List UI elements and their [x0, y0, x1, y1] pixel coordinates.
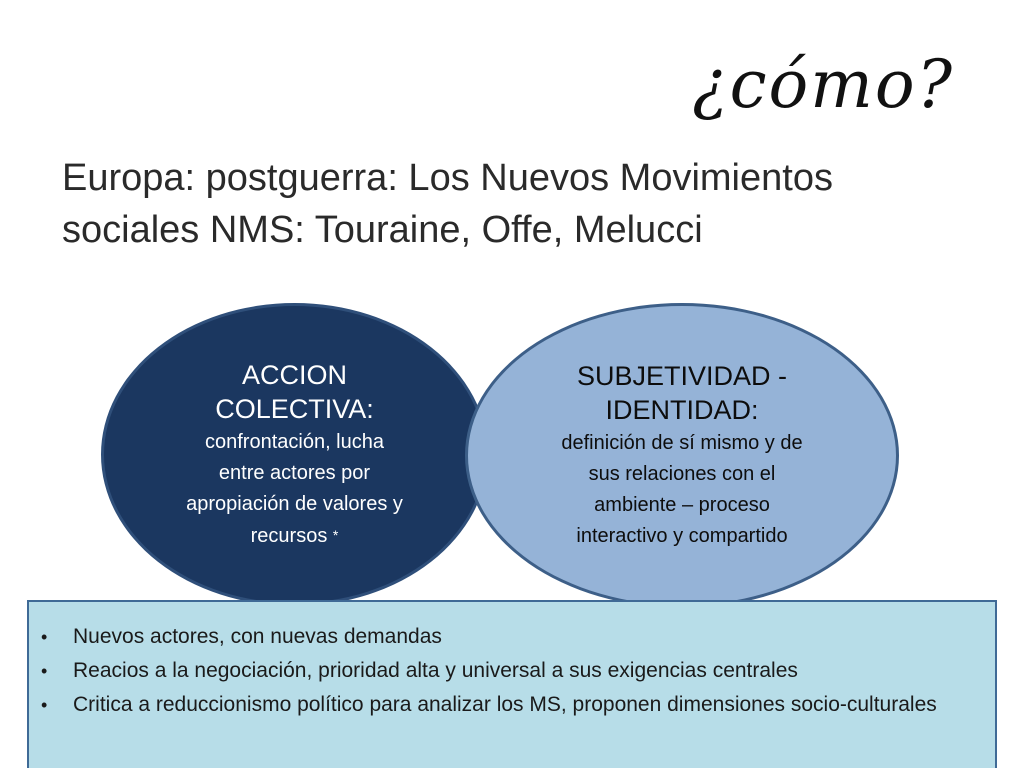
asterisk-mark: *	[332, 526, 339, 543]
ellipse-desc-line: sus relaciones con el	[588, 463, 776, 485]
bullet-text: Critica a reduccionismo político para analizar los MS, proponen dimensiones socio-culturales	[73, 693, 937, 716]
ellipse-desc-text: recursos	[250, 524, 328, 547]
ellipse-desc-line: ambiente – proceso	[594, 494, 770, 516]
ellipse-title-line: SUBJETIVIDAD -	[576, 361, 788, 391]
bullet-list	[41, 620, 983, 722]
subjetividad-identidad-description	[561, 428, 802, 552]
ellipse-title-line: COLECTIVA:	[215, 393, 374, 424]
bullet-text: Reacios a la negociación, prioridad alta y universal a sus exigencias centrales	[73, 659, 798, 682]
ellipse-desc-line: definición de sí mismo y de	[561, 432, 803, 454]
title-line-1: Europa: postguerra: Los Nuevos Movimientos	[62, 157, 833, 199]
bullet-icon: •	[41, 695, 48, 715]
ellipse-title-line: ACCION	[241, 359, 347, 390]
ellipse-desc-line: interactivo y compartido	[576, 525, 788, 547]
slide-heading: ¿cómo?	[692, 46, 954, 123]
bullet-text: Nuevos actores, con nuevas demandas	[73, 625, 442, 648]
accion-colectiva-description	[186, 427, 403, 552]
characteristics-box	[27, 600, 997, 768]
subjetividad-identidad-title	[577, 359, 787, 427]
slide-title	[62, 152, 962, 256]
subjetividad-identidad-ellipse	[465, 303, 899, 608]
bullet-icon: •	[41, 627, 48, 647]
bullet-item	[41, 688, 983, 722]
bullet-icon: •	[41, 661, 48, 681]
ellipse-title-line: IDENTIDAD:	[605, 395, 759, 425]
title-line-2: sociales NMS: Touraine, Offe, Melucci	[62, 209, 703, 251]
ellipse-desc-line: apropiación de valores y	[186, 492, 403, 515]
ellipse-desc-line: entre actores por	[218, 461, 371, 484]
accion-colectiva-ellipse	[101, 303, 488, 606]
ellipse-desc-line-last	[186, 520, 403, 552]
ellipse-desc-line: confrontación, lucha	[204, 430, 384, 453]
bullet-item	[41, 654, 983, 688]
bullet-item	[41, 620, 983, 654]
accion-colectiva-title	[215, 358, 374, 426]
